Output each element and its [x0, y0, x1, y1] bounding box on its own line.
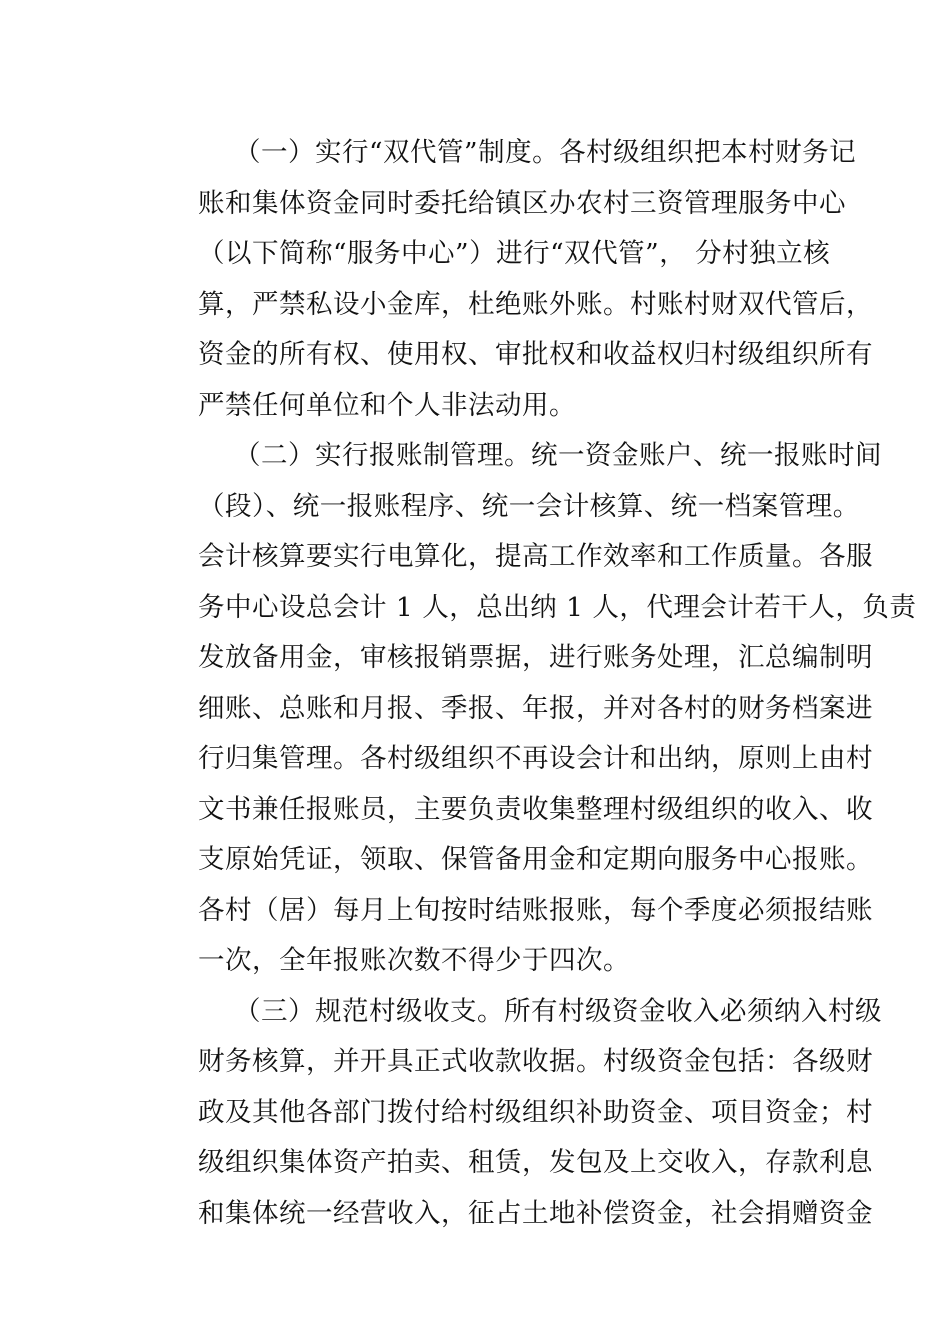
- paragraph-3: [145, 987, 882, 1240]
- paragraph-line: 算，严禁私设小金库，杜绝账外账。村账村财双代管后，: [198, 288, 873, 320]
- document-body: [145, 128, 917, 1239]
- paragraph-line: （三）规范村级收支。所有村级资金收入必须纳入村级: [234, 995, 882, 1027]
- paragraph-line: 严禁任何单位和个人非法动用。: [198, 389, 576, 421]
- paragraph-line: （以下简称“服务中心”）进行“双代管”， 分村独立核: [198, 238, 831, 269]
- paragraph-line: 级组织集体资产拍卖、租赁，发包及上交收入，存款利息: [198, 1147, 873, 1178]
- paragraph-line: （二）实行报账制管理。统一资金账户、统一报账时间: [234, 440, 882, 471]
- paragraph-line: 会计核算要实行电算化，提高工作效率和工作质量。各服: [198, 541, 873, 572]
- paragraph-2: [145, 431, 917, 987]
- paragraph-line: 财务核算，并开具正式收款收据。村级资金包括：各级财: [198, 1046, 873, 1077]
- paragraph-line: 务中心设总会计 1 人，总出纳 1 人，代理会计若干人，负责: [198, 591, 917, 623]
- paragraph-line: 账和集体资金同时委托给镇区办农村三资管理服务中心: [198, 187, 846, 219]
- paragraph-line: （一）实行“双代管”制度。各村级组织把本村财务记: [234, 137, 857, 168]
- paragraph-line: 行归集管理。各村级组织不再设会计和出纳，原则上由村: [198, 743, 873, 774]
- paragraph-line: 各村（居）每月上旬按时结账报账，每个季度必须报结账: [198, 894, 873, 926]
- paragraph-line: 资金的所有权、使用权、审批权和收益权归村级组织所有: [198, 339, 873, 370]
- paragraph-line: 政及其他各部门拨付给村级组织补助资金、项目资金；村: [198, 1096, 873, 1128]
- paragraph-line: 文书兼任报账员，主要负责收集整理村级组织的收入、收: [198, 793, 873, 825]
- paragraph-1: [145, 128, 873, 431]
- paragraph-line: 发放备用金，审核报销票据，进行账务处理，汇总编制明: [198, 642, 873, 673]
- paragraph-line: 和集体统一经营收入，征占土地补偿资金，社会捐赠资金: [198, 1197, 873, 1229]
- paragraph-line: （段）、统一报账程序、统一会计核算、统一档案管理。: [198, 490, 860, 522]
- paragraph-line: 支原始凭证，领取、保管备用金和定期向服务中心报账。: [198, 844, 873, 875]
- paragraph-line: 细账、总账和月报、季报、年报，并对各村的财务档案进: [198, 692, 873, 724]
- paragraph-line: 一次，全年报账次数不得少于四次。: [198, 945, 630, 976]
